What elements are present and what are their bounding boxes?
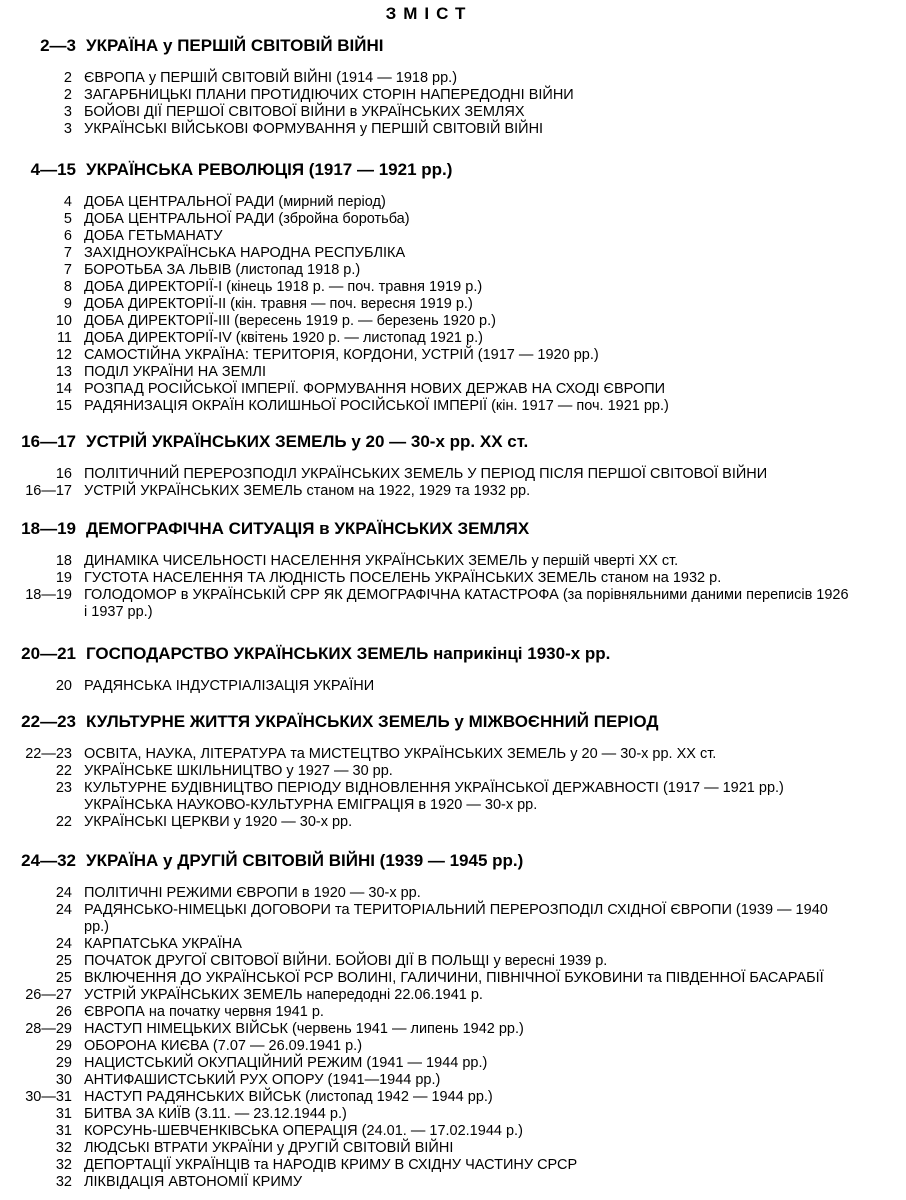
item-text: ЗАХІДНОУКРАЇНСЬКА НАРОДНА РЕСПУБЛІКА (84, 245, 406, 261)
list-item (0, 1089, 906, 1106)
item-page: 8 (63, 279, 72, 295)
section-item-list (0, 746, 906, 831)
list-item (0, 885, 906, 902)
item-page: 18—19 (25, 587, 72, 603)
list-item (0, 570, 906, 587)
item-page: 24 (55, 936, 72, 952)
list-item (0, 194, 906, 211)
item-text: ДОБА ГЕТЬМАНАТУ (84, 228, 223, 244)
section-heading (0, 432, 906, 456)
item-page: 7 (63, 245, 72, 261)
page-title: ЗМІСТ (385, 4, 473, 23)
toc-section (0, 160, 906, 415)
list-item (0, 70, 906, 87)
section-title: ГОСПОДАРСТВО УКРАЇНСЬКИХ ЗЕМЕЛЬ наприкінці 1930-х рр. (86, 644, 611, 663)
item-text: УКРАЇНСЬКЕ ШКІЛЬНИЦТВО у 1927 — 30 рр. (84, 763, 393, 779)
list-item (0, 87, 906, 104)
list-item (0, 364, 906, 381)
item-page: 2 (63, 70, 72, 86)
item-page: 22 (55, 814, 72, 830)
section-item-list (0, 553, 906, 621)
item-text: БИТВА ЗА КИЇВ (3.11. — 23.12.1944 р.) (84, 1106, 347, 1122)
item-text: ВКЛЮЧЕННЯ ДО УКРАЇНСЬКОЇ РСР ВОЛИНІ, ГАЛИЧИНИ, ПІВНІЧНОЇ БУКОВИНИ та ПІВДЕННОЇ БАСАРАБІЇ (84, 970, 824, 986)
section-title: УКРАЇНА у ДРУГІЙ СВІТОВІЙ ВІЙНІ (1939 — 1945 рр.) (86, 851, 524, 870)
list-item (0, 1123, 906, 1140)
item-page: 32 (55, 1157, 72, 1173)
item-text: ЛЮДСЬКІ ВТРАТИ УКРАЇНИ у ДРУГІЙ СВІТОВІЙ ВІЙНІ (84, 1140, 454, 1156)
item-page: 23 (55, 780, 72, 796)
list-item (0, 279, 906, 296)
item-page: 29 (55, 1055, 72, 1071)
section-pages: 2—3 (40, 36, 76, 55)
item-text: КУЛЬТУРНЕ БУДІВНИЦТВО ПЕРІОДУ ВІДНОВЛЕННЯ УКРАЇНСЬКОЇ ДЕРЖАВНОСТІ (1917 — 1921 рр.) (84, 780, 784, 796)
item-page: 13 (55, 364, 72, 380)
item-text: ОБОРОНА КИЄВА (7.07 — 26.09.1941 р.) (84, 1038, 363, 1054)
list-item (0, 104, 906, 121)
list-item (0, 1021, 906, 1038)
item-text: ПОЛІТИЧНИЙ ПЕРЕРОЗПОДІЛ УКРАЇНСЬКИХ ЗЕМЕЛЬ У ПЕРІОД ПІСЛЯ ПЕРШОЇ СВІТОВОЇ ВІЙНИ (84, 466, 768, 482)
item-page: 32 (55, 1140, 72, 1156)
item-text: ДОБА ДИРЕКТОРІЇ-ІІ (кін. травня — поч. вересня 1919 р.) (84, 296, 473, 312)
list-item (0, 1072, 906, 1089)
list-item (0, 970, 906, 987)
list-item (0, 211, 906, 228)
item-text: ПОЛІТИЧНІ РЕЖИМИ ЄВРОПИ в 1920 — 30-х рр. (84, 885, 421, 901)
item-text: ЛІКВІДАЦІЯ АВТОНОМІЇ КРИМУ (84, 1174, 303, 1190)
item-page: 20 (55, 678, 72, 694)
item-page: 10 (55, 313, 72, 329)
section-heading (0, 644, 906, 668)
section-title: КУЛЬТУРНЕ ЖИТТЯ УКРАЇНСЬКИХ ЗЕМЕЛЬ у МІЖВОЄННИЙ ПЕРІОД (86, 712, 659, 731)
section-heading (0, 712, 906, 736)
item-text: УСТРІЙ УКРАЇНСЬКИХ ЗЕМЕЛЬ напередодні 22.06.1941 р. (84, 987, 483, 1003)
section-item-list (0, 466, 906, 500)
item-text: ДОБА ДИРЕКТОРІЇ-І (кінець 1918 р. — поч. травня 1919 р.) (84, 279, 483, 295)
item-page: 22 (55, 763, 72, 779)
list-item (0, 902, 906, 936)
item-text: ГОЛОДОМОР в УКРАЇНСЬКІЙ СРР ЯК ДЕМОГРАФІЧНА КАТАСТРОФА (за порівняльними даними переписів 1926 і 1937 рр.) (84, 587, 849, 620)
item-text: КАРПАТСЬКА УКРАЇНА (84, 936, 242, 952)
section-pages: 16—17 (21, 432, 76, 451)
item-page: 16 (55, 466, 72, 482)
item-page: 25 (55, 953, 72, 969)
item-page: 11 (56, 330, 72, 346)
section-pages: 18—19 (21, 519, 76, 538)
item-text: ДОБА ДИРЕКТОРІЇ-ІV (квітень 1920 р. — листопад 1921 р.) (84, 330, 483, 346)
item-text: РАДЯНСЬКО-НІМЕЦЬКІ ДОГОВОРИ та ТЕРИТОРІАЛЬНИЙ ПЕРЕРОЗПОДІЛ СХІДНОЇ ЄВРОПИ (1939 — 1940 рр.) (84, 902, 828, 935)
section-title: УСТРІЙ УКРАЇНСЬКИХ ЗЕМЕЛЬ у 20 — 30-х рр. ХХ ст. (86, 432, 529, 451)
item-text: НАСТУП РАДЯНСЬКИХ ВІЙСЬК (листопад 1942 — 1944 рр.) (84, 1089, 493, 1105)
list-item (0, 780, 906, 797)
item-page: 18 (55, 553, 72, 569)
list-item (0, 121, 906, 138)
item-page: 16—17 (25, 483, 72, 499)
toc-section (0, 36, 906, 138)
item-text: УСТРІЙ УКРАЇНСЬКИХ ЗЕМЕЛЬ станом на 1922, 1929 та 1932 рр. (84, 483, 531, 499)
item-text: РАДЯНИЗАЦІЯ ОКРАЇН КОЛИШНЬОЇ РОСІЙСЬКОЇ ІМПЕРІЇ (кін. 1917 — поч. 1921 рр.) (84, 398, 669, 414)
list-item (0, 1174, 906, 1191)
item-text: НАСТУП НІМЕЦЬКИХ ВІЙСЬК (червень 1941 — липень 1942 рр.) (84, 1021, 524, 1037)
section-pages: 22—23 (21, 712, 76, 731)
item-text: АНТИФАШИСТСЬКИЙ РУХ ОПОРУ (1941—1944 рр.) (84, 1072, 441, 1088)
list-item (0, 797, 906, 814)
item-text: БОРОТЬБА ЗА ЛЬВІВ (листопад 1918 р.) (84, 262, 361, 278)
item-page: 12 (55, 347, 72, 363)
list-item (0, 953, 906, 970)
section-pages: 20—21 (21, 644, 76, 663)
toc-section (0, 851, 906, 1191)
list-item (0, 466, 906, 483)
toc-section (0, 519, 906, 621)
item-page: 3 (63, 121, 72, 137)
list-item (0, 1140, 906, 1157)
item-text: ДОБА ЦЕНТРАЛЬНОЇ РАДИ (мирний період) (84, 194, 386, 210)
item-page: 6 (63, 228, 72, 244)
section-heading (0, 519, 906, 543)
section-title: УКРАЇНА у ПЕРШІЙ СВІТОВІЙ ВІЙНІ (86, 36, 384, 55)
list-item (0, 330, 906, 347)
item-page: 31 (55, 1123, 72, 1139)
item-page: 22—23 (25, 746, 72, 762)
item-page: 3 (63, 104, 72, 120)
item-text: ЄВРОПА на початку червня 1941 р. (84, 1004, 324, 1020)
list-item (0, 296, 906, 313)
list-item (0, 1106, 906, 1123)
list-item (0, 587, 906, 621)
section-item-list (0, 885, 906, 1191)
item-page: 24 (55, 902, 72, 918)
item-page: 4 (63, 194, 72, 210)
toc-section (0, 644, 906, 695)
section-heading (0, 160, 906, 184)
item-text: ДИНАМІКА ЧИСЕЛЬНОСТІ НАСЕЛЕННЯ УКРАЇНСЬКИХ ЗЕМЕЛЬ у першій чверті ХХ ст. (84, 553, 679, 569)
list-item (0, 398, 906, 415)
item-page: 30 (55, 1072, 72, 1088)
item-text: ПОЧАТОК ДРУГОЇ СВІТОВОЇ ВІЙНИ. БОЙОВІ ДІЇ В ПОЛЬЩІ у вересні 1939 р. (84, 953, 608, 969)
item-page: 30—31 (25, 1089, 72, 1105)
list-item (0, 1157, 906, 1174)
section-heading (0, 36, 906, 60)
item-page: 26 (55, 1004, 72, 1020)
list-item (0, 1004, 906, 1021)
item-text: САМОСТІЙНА УКРАЇНА: ТЕРИТОРІЯ, КОРДОНИ, УСТРІЙ (1917 — 1920 рр.) (84, 347, 599, 363)
section-pages: 4—15 (30, 160, 76, 179)
item-page: 5 (63, 211, 72, 227)
item-text: ЗАГАРБНИЦЬКІ ПЛАНИ ПРОТИДІЮЧИХ СТОРІН НАПЕРЕДОДНІ ВІЙНИ (84, 87, 574, 103)
list-item (0, 381, 906, 398)
item-text: ГУСТОТА НАСЕЛЕННЯ ТА ЛЮДНІСТЬ ПОСЕЛЕНЬ УКРАЇНСЬКИХ ЗЕМЕЛЬ станом на 1932 р. (84, 570, 722, 586)
item-page: 7 (63, 262, 72, 278)
section-pages: 24—32 (21, 851, 76, 870)
list-item (0, 987, 906, 1004)
list-item (0, 553, 906, 570)
section-title: ДЕМОГРАФІЧНА СИТУАЦІЯ в УКРАЇНСЬКИХ ЗЕМЛЯХ (86, 519, 530, 538)
item-page: 2 (63, 87, 72, 103)
list-item (0, 936, 906, 953)
section-heading (0, 851, 906, 875)
section-item-list (0, 678, 906, 695)
section-item-list (0, 194, 906, 415)
section-title: УКРАЇНСЬКА РЕВОЛЮЦІЯ (1917 — 1921 рр.) (86, 160, 453, 179)
item-text: УКРАЇНСЬКІ ВІЙСЬКОВІ ФОРМУВАННЯ у ПЕРШІЙ СВІТОВІЙ ВІЙНІ (84, 121, 544, 137)
item-text: БОЙОВІ ДІЇ ПЕРШОЇ СВІТОВОЇ ВІЙНИ в УКРАЇНСЬКИХ ЗЕМЛЯХ (84, 104, 525, 120)
item-page: 31 (55, 1106, 72, 1122)
list-item (0, 483, 906, 500)
list-item (0, 746, 906, 763)
item-page: 9 (63, 296, 72, 312)
item-text: НАЦИСТСЬКИЙ ОКУПАЦІЙНИЙ РЕЖИМ (1941 — 1944 рр.) (84, 1055, 488, 1071)
item-page: 19 (55, 570, 72, 586)
item-text: ПОДІЛ УКРАЇНИ НА ЗЕМЛІ (84, 364, 266, 380)
list-item (0, 1055, 906, 1072)
toc-section (0, 712, 906, 831)
item-page: 28—29 (25, 1021, 72, 1037)
item-text: КОРСУНЬ-ШЕВЧЕНКІВСЬКА ОПЕРАЦІЯ (24.01. — 17.02.1944 р.) (84, 1123, 523, 1139)
list-item (0, 763, 906, 780)
item-page: 24 (55, 885, 72, 901)
list-item (0, 262, 906, 279)
item-page: 15 (55, 398, 72, 414)
item-text: РОЗПАД РОСІЙСЬКОЇ ІМПЕРІЇ. ФОРМУВАННЯ НОВИХ ДЕРЖАВ НА СХОДІ ЄВРОПИ (84, 381, 666, 397)
item-text: ДОБА ЦЕНТРАЛЬНОЇ РАДИ (збройна боротьба) (84, 211, 410, 227)
list-item (0, 245, 906, 262)
item-text: ЄВРОПА у ПЕРШІЙ СВІТОВІЙ ВІЙНІ (1914 — 1918 рр.) (84, 70, 458, 86)
item-text: ДОБА ДИРЕКТОРІЇ-ІІІ (вересень 1919 р. — березень 1920 р.) (84, 313, 496, 329)
item-page: 29 (55, 1038, 72, 1054)
item-text: УКРАЇНСЬКА НАУКОВО-КУЛЬТУРНА ЕМІГРАЦІЯ в 1920 — 30-х рр. (84, 797, 538, 813)
toc-section (0, 432, 906, 500)
list-item (0, 678, 906, 695)
item-text: РАДЯНСЬКА ІНДУСТРІАЛІЗАЦІЯ УКРАЇНИ (84, 678, 375, 694)
item-text: УКРАЇНСЬКІ ЦЕРКВИ у 1920 — 30-х рр. (84, 814, 353, 830)
section-item-list (0, 70, 906, 138)
item-page: 32 (55, 1174, 72, 1190)
list-item (0, 1038, 906, 1055)
list-item (0, 347, 906, 364)
item-text: ДЕПОРТАЦІЇ УКРАЇНЦІВ та НАРОДІВ КРИМУ В СХІДНУ ЧАСТИНУ СРСР (84, 1157, 578, 1173)
list-item (0, 814, 906, 831)
item-text: ОСВІТА, НАУКА, ЛІТЕРАТУРА та МИСТЕЦТВО УКРАЇНСЬКИХ ЗЕМЕЛЬ у 20 — 30-х рр. ХХ ст. (84, 746, 717, 762)
list-item (0, 228, 906, 245)
item-page: 14 (55, 381, 72, 397)
item-page: 25 (55, 970, 72, 986)
item-page: 26—27 (25, 987, 72, 1003)
list-item (0, 313, 906, 330)
